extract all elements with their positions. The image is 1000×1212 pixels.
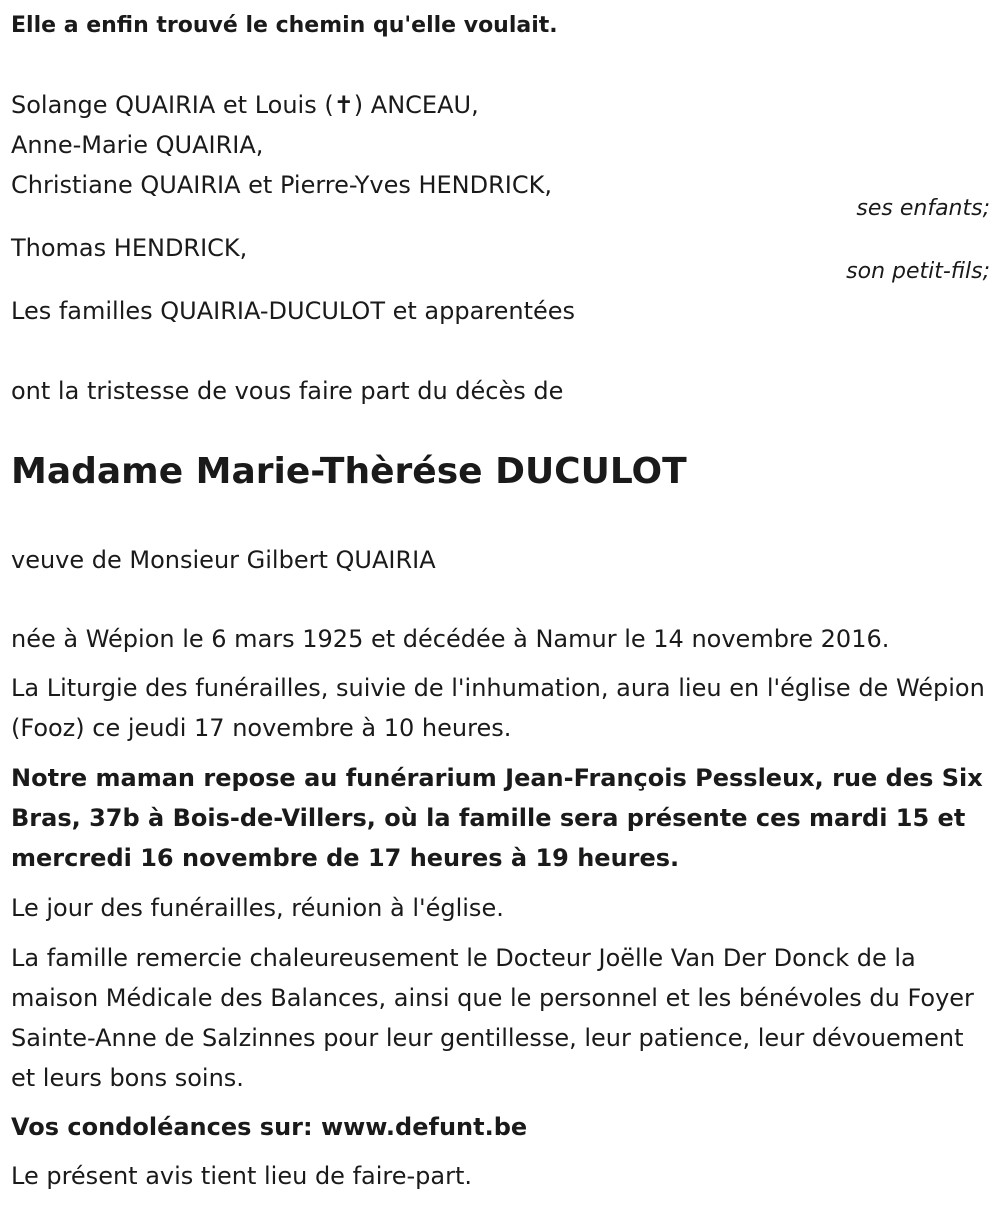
intro-quote: Elle a enfin trouvé le chemin qu'elle voulait.: [11, 13, 558, 38]
thanks-paragraph: La famille remercie chaleureusement le Docteur Joëlle Van Der Donck de la maison Médicale des Balances, ainsi que le personnel et les bénévoles du Foyer Sainte-Anne de Salzinnes pour leur gentillesse, leur patience, leur dévouement et leurs bons soins.: [11, 944, 974, 1092]
condolences-line: Vos condoléances sur: www.defunt.be: [11, 1113, 528, 1141]
families-line: Les familles QUAIRIA-DUCULOT et apparentées: [11, 297, 576, 325]
child-line-3: Christiane QUAIRIA et Pierre-Yves HENDRICK,: [11, 171, 552, 199]
child-line-2: Anne-Marie QUAIRIA,: [11, 131, 264, 159]
liturgy-paragraph: La Liturgie des funérailles, suivie de l'inhumation, aura lieu en l'église de Wépion (Fooz) ce jeudi 17 novembre à 10 heures.: [11, 674, 985, 742]
birth-death-line: née à Wépion le 6 mars 1925 et décédée à Namur le 14 novembre 2016.: [11, 625, 890, 653]
closing-line: Le présent avis tient lieu de faire-part.: [11, 1162, 473, 1190]
child-line-1: Solange QUAIRIA et Louis (✝) ANCEAU,: [11, 91, 479, 119]
widow-of-line: veuve de Monsieur Gilbert QUAIRIA: [11, 546, 436, 574]
announcement-line: ont la tristesse de vous faire part du décès de: [11, 377, 564, 405]
children-role: ses enfants;: [856, 196, 990, 221]
grandchild-line: Thomas HENDRICK,: [11, 234, 248, 262]
grandchild-role: son petit-fils;: [846, 259, 990, 284]
visitation-paragraph: Notre maman repose au funérarium Jean-François Pessleux, rue des Six Bras, 37b à Bois-de-Villers, où la famille sera présente ces mardi 15 et mercredi 16 novembre de 17 heures à 19 heures.: [11, 764, 983, 872]
deceased-name: Madame Marie-Thèrése DUCULOT: [11, 451, 687, 492]
meeting-line: Le jour des funérailles, réunion à l'église.: [11, 894, 504, 922]
